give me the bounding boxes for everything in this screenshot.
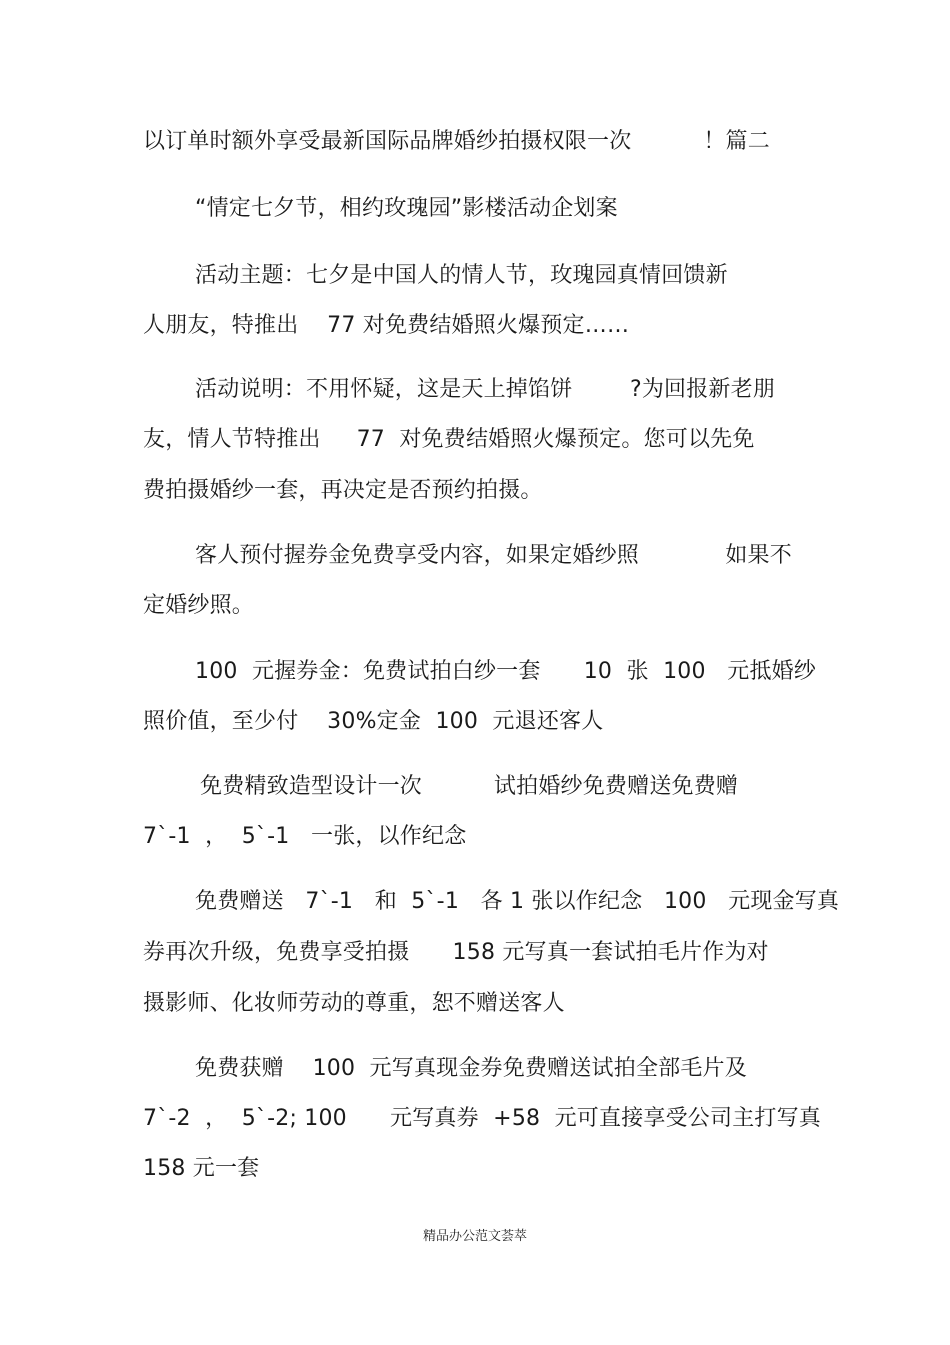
text-line-deposit-1: 100 元握券金：免费试拍白纱一套 10 张 100 元抵婚纱 (195, 659, 817, 684)
text-line-desc-3: 费拍摄婚纱一套，再决定是否预约拍摄。 (143, 478, 543, 503)
text-line-bonus-1: 免费获赠 100 元写真现金券免费赠送试拍全部毛片及 (195, 1056, 747, 1081)
text-line-styling-2: 7`-1 ， 5`-1 一张，以作纪念 (143, 824, 467, 849)
text-line-desc-1: 活动说明：不用怀疑，这是天上掉馅饼 ?为回报新老朋 (195, 377, 776, 402)
text-line-theme-1: 活动主题：七夕是中国人的情人节，玫瑰园真情回馈新 (195, 263, 728, 288)
text-line-bonus-3: 158 元一套 (143, 1156, 260, 1181)
text-line-desc-2: 友，情人节特推出 77 对免费结婚照火爆预定。您可以先免 (143, 427, 755, 452)
page-footer: 精品办公范文荟萃 (422, 1229, 527, 1244)
text-line-gift-2: 券再次升级，免费享受拍摄 158 元写真一套试拍毛片作为对 (143, 940, 769, 965)
text-line-content-2: 定婚纱照。 (143, 593, 255, 618)
text-line-intro-tail: 以订单时额外享受最新国际品牌婚纱拍摄权限一次 ！篇二 (143, 129, 770, 154)
text-line-content-1: 客人预付握券金免费享受内容，如果定婚纱照 如果不 (195, 543, 792, 568)
text-line-gift-3: 摄影师、化妆师劳动的尊重，恕不赠送客人 (143, 991, 565, 1016)
text-line-theme-2: 人朋友，特推出 77 对免费结婚照火爆预定…… (143, 313, 630, 338)
text-line-deposit-2: 照价值，至少付 30%定金 100 元退还客人 (143, 709, 604, 734)
document-heading: “情定七夕节，相约玫瑰园”影楼活动企划案 (195, 196, 618, 221)
text-line-bonus-2: 7`-2 ， 5`-2; 100 元写真券 +58 元可直接享受公司主打写真 (143, 1106, 821, 1131)
text-line-styling-1: 免费精致造型设计一次 试拍婚纱免费赠送免费赠 (200, 774, 739, 799)
text-line-gift-1: 免费赠送 7`-1 和 5`-1 各 1 张以作纪念 100 元现金写真 (195, 889, 840, 914)
